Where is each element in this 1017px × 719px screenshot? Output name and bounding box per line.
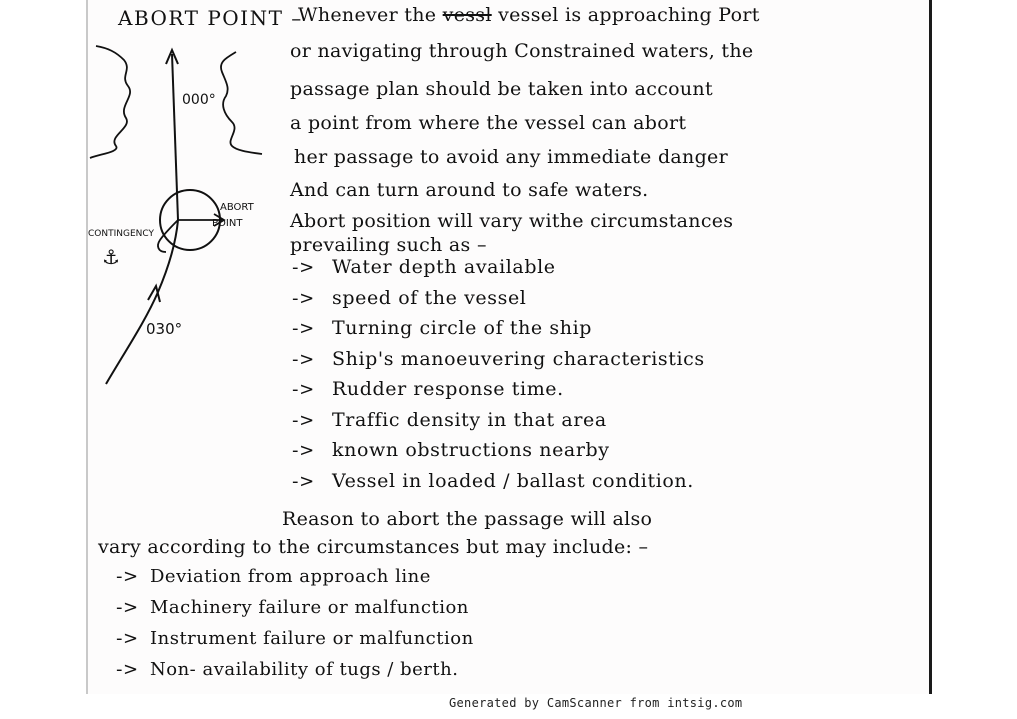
list-item-text: Turning circle of the ship: [332, 317, 593, 339]
arrow-icon: ->: [292, 318, 315, 339]
arrow-icon: ->: [116, 566, 139, 587]
arrow-icon: ->: [292, 409, 315, 431]
abort-label-1: ABORT: [220, 202, 254, 213]
circumstances-list: [292, 256, 705, 500]
circumstances-line-2: prevailing such as –: [290, 234, 487, 256]
abort-label-2: POINT: [212, 218, 243, 229]
list-item-text: Non- availability of tugs / berth.: [150, 659, 459, 680]
list-item: [292, 317, 705, 348]
list-item-text: Deviation from approach line: [150, 566, 431, 587]
list-item: [292, 256, 705, 287]
scanned-page: [86, 0, 932, 694]
intro-line-1-post: vessel is approaching Port: [498, 4, 760, 26]
anchor-icon: ⚓: [102, 245, 120, 269]
list-item-text: known obstructions nearby: [332, 439, 610, 461]
struck-word: vessl: [442, 4, 492, 26]
heading-label-030: 030°: [146, 320, 183, 338]
scanner-footer: [0, 696, 1017, 719]
list-item: [292, 287, 705, 318]
contingency-label: CONTINGENCY: [88, 229, 155, 239]
coastline-left: [90, 46, 130, 158]
intro-line-1-pre: Whenever the: [298, 4, 437, 26]
reasons-line-2: vary according to the circumstances but may include: –: [98, 536, 649, 558]
list-item: [116, 628, 474, 659]
abort-point-diagram: [86, 30, 286, 400]
arrow-icon: ->: [116, 597, 139, 618]
page-right-edge: [929, 0, 932, 694]
intro-line-5: her passage to avoid any immediate danger: [294, 146, 728, 168]
list-item: [116, 566, 474, 597]
list-item: [292, 470, 705, 501]
circumstances-line-1: Abort position will vary withe circumstances: [290, 210, 734, 232]
list-item-text: Ship's manoeuvering characteristics: [332, 347, 705, 370]
footer-credit: Generated by CamScanner from intsig.com: [449, 696, 743, 710]
list-item-text: Machinery failure or malfunction: [150, 597, 469, 618]
reasons-list: [116, 566, 474, 690]
list-item-text: Instrument failure or malfunction: [150, 628, 474, 649]
list-item: [292, 439, 705, 470]
arrow-icon: ->: [292, 440, 315, 461]
coastline-right: [221, 52, 262, 154]
page-title: ABORT POINT –: [118, 6, 303, 30]
arrow-icon: ->: [292, 348, 315, 370]
intro-line-4: a point from where the vessel can abort: [290, 112, 687, 134]
arrow-icon: ->: [292, 287, 315, 309]
arrow-icon: ->: [292, 379, 315, 400]
arrow-icon: ->: [292, 257, 315, 278]
list-item-text: Vessel in loaded / ballast condition.: [332, 469, 694, 492]
intro-line-1: [298, 4, 760, 26]
list-item-text: Water depth available: [332, 256, 556, 278]
reasons-line-1: Reason to abort the passage will also: [282, 508, 653, 530]
list-item: [116, 659, 474, 690]
intro-line-6: And can turn around to safe waters.: [290, 179, 649, 201]
heading-label-000: 000°: [182, 92, 216, 108]
list-item: [116, 597, 474, 628]
list-item-text: Traffic density in that area: [332, 408, 607, 431]
arrow-icon: ->: [292, 470, 315, 492]
arrow-icon: ->: [116, 659, 139, 680]
list-item: [292, 378, 705, 409]
list-item: [292, 409, 705, 440]
intro-line-2: or navigating through Constrained waters, the: [290, 40, 754, 62]
list-item: [292, 348, 705, 379]
list-item-text: speed of the vessel: [332, 286, 527, 309]
list-item-text: Rudder response time.: [332, 378, 564, 400]
arrow-icon: ->: [116, 628, 139, 649]
intro-line-3: passage plan should be taken into account: [290, 78, 713, 100]
